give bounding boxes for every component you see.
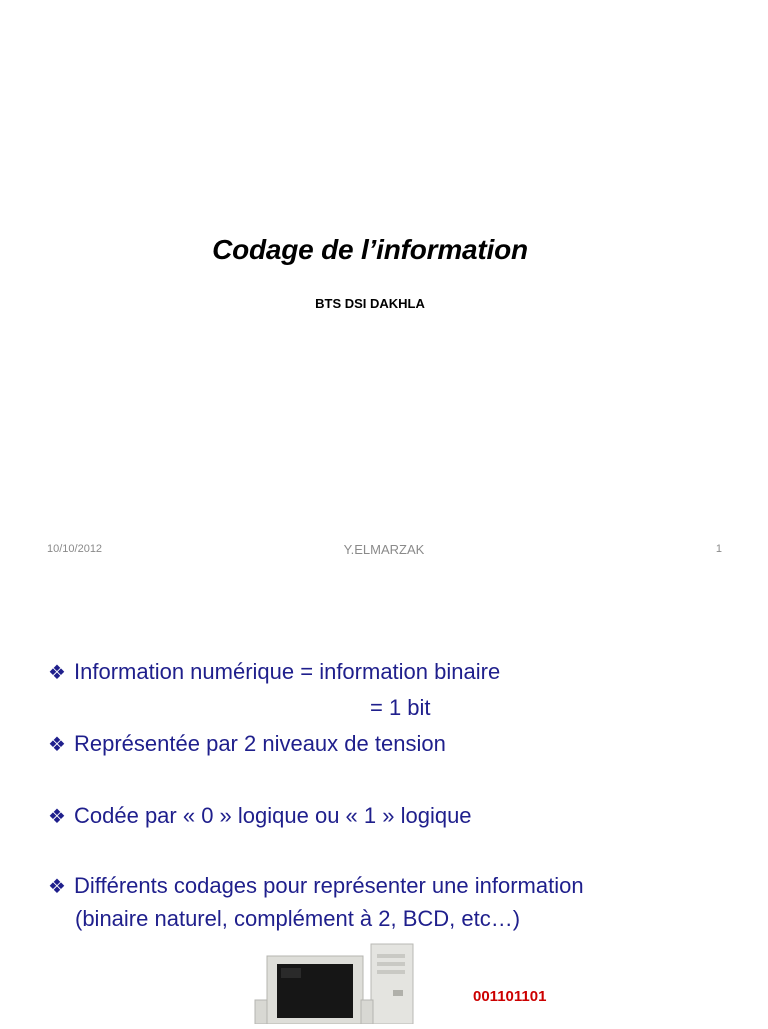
- desktop-computer-icon: [253, 942, 423, 1024]
- diamond-bullet-icon: ❖: [48, 662, 66, 684]
- bullet-text: Information numérique = information binaire: [74, 659, 501, 684]
- bullet-text: Représentée par 2 niveaux de tension: [74, 731, 446, 756]
- bullet-item: [48, 803, 472, 829]
- slide-title: Codage de l’information: [212, 234, 528, 265]
- bullet-item: [48, 873, 584, 899]
- diamond-bullet-icon: ❖: [48, 876, 66, 898]
- bullet-item: [48, 659, 500, 685]
- slide-subtitle: BTS DSI DAKHLA: [315, 296, 425, 311]
- diamond-bullet-icon: ❖: [48, 734, 66, 756]
- bullet-item: [48, 731, 446, 757]
- footer-page-number: 1: [715, 543, 722, 555]
- bullet-continuation: = 1 bit: [370, 695, 431, 720]
- bullet-text: Différents codages pour représenter une information: [74, 873, 584, 898]
- bullet-continuation: (binaire naturel, complément à 2, BCD, etc…): [75, 906, 521, 931]
- footer-author: Y.ELMARZAK: [343, 542, 425, 557]
- bullet-text: Codée par « 0 » logique ou « 1 » logique: [74, 803, 472, 828]
- footer-date: 10/10/2012: [47, 543, 103, 555]
- diamond-bullet-icon: ❖: [48, 806, 66, 828]
- binary-code-label: 001101101: [473, 988, 547, 1005]
